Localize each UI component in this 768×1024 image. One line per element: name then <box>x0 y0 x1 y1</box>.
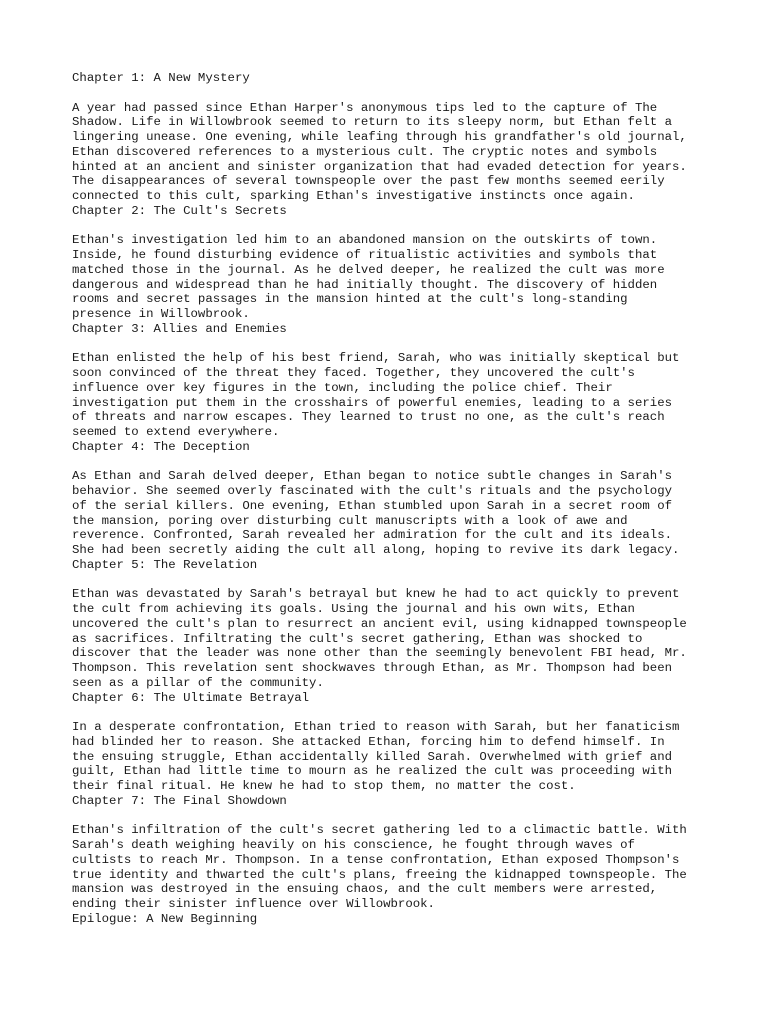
chapter-7-heading: Chapter 7: The Final Showdown <box>72 793 287 808</box>
text-line: Ethan enlisted the help of his best friend, Sarah, who was initially skeptical but <box>72 351 680 366</box>
text-line: of threats and narrow escapes. They learned to trust no one, as the cult's reach <box>72 410 665 425</box>
text-line: had blinded her to reason. She attacked Ethan, forcing him to defend himself. In <box>72 734 665 749</box>
text-line: influence over key figures in the town, including the police chief. Their <box>72 380 613 395</box>
text-line: of the serial killers. One evening, Ethan stumbled upon Sarah in a secret room of <box>72 498 673 513</box>
chapter-7-paragraph <box>72 823 712 912</box>
text-line: Sarah's death weighing heavily on his conscience, he fought through waves of <box>72 838 635 852</box>
text-line: discover that the leader was none other than the seemingly benevolent FBI head, Mr. <box>72 646 687 661</box>
chapter-6-paragraph <box>72 720 712 794</box>
text-line: their final ritual. He knew he had to stop them, no matter the cost. <box>72 779 576 793</box>
chapter-3-heading: Chapter 3: Allies and Enemies <box>72 321 287 336</box>
epilogue-heading: Epilogue: A New Beginning <box>72 911 258 926</box>
paragraph-gap <box>72 573 712 588</box>
chapter-1-paragraph <box>72 101 712 204</box>
chapter-1-heading: Chapter 1: A New Mystery <box>72 71 250 85</box>
text-line: the cult from achieving its goals. Using the journal and his own wits, Ethan <box>72 602 635 616</box>
text-line: the mansion, poring over disturbing cult manuscripts with a look of awe and <box>72 513 628 528</box>
chapter-4-heading: Chapter 4: The Deception <box>72 439 250 454</box>
text-line: As Ethan and Sarah delved deeper, Ethan began to notice subtle changes in Sarah's <box>72 469 673 484</box>
text-line: mansion was destroyed in the ensuing chaos, and the cult members were arrested, <box>72 882 658 897</box>
text-line: seemed to extend everywhere. <box>72 425 280 439</box>
text-line: In a desperate confrontation, Ethan tried to reason with Sarah, but her fanaticism <box>72 720 680 734</box>
text-line: A year had passed since Ethan Harper's anonymous tips led to the capture of The <box>72 100 658 115</box>
text-line: connected to this cult, sparking Ethan's investigative instincts once again. <box>72 189 635 203</box>
text-line: guilt, Ethan had little time to mourn as he realized the cult was proceeding with <box>72 764 673 779</box>
text-line: lingering unease. One evening, while leafing through his grandfather's old journal, <box>72 130 687 144</box>
text-line: Inside, he found disturbing evidence of ritualistic activities and symbols that <box>72 248 658 262</box>
chapter-6-heading: Chapter 6: The Ultimate Betrayal <box>72 690 310 705</box>
chapter-2-heading: Chapter 2: The Cult's Secrets <box>72 203 287 218</box>
text-line: The disappearances of several townspeople over the past few months seemed eerily <box>72 174 665 189</box>
chapter-2-paragraph <box>72 233 712 322</box>
text-line: behavior. She seemed overly fascinated with the cult's rituals and the psychology <box>72 484 673 498</box>
text-line: as sacrifices. Infiltrating the cult's secret gathering, Ethan was shocked to <box>72 631 643 646</box>
text-line: Ethan's investigation led him to an abandoned mansion on the outskirts of town. <box>72 233 658 248</box>
text-line: presence in Willowbrook. <box>72 307 250 321</box>
text-line: dangerous and widespread than he had initially thought. The discovery of hidden <box>72 277 658 292</box>
text-line: matched those in the journal. As he delved deeper, he realized the cult was more <box>72 262 665 277</box>
text-line: Thompson. This revelation sent shockwaves through Ethan, as Mr. Thompson had been <box>72 661 673 675</box>
text-line: soon convinced of the threat they faced. Together, they uncovered the cult's <box>72 366 635 380</box>
text-line: rooms and secret passages in the mansion hinted at the cult's long-standing <box>72 292 628 307</box>
paragraph-gap <box>72 809 712 824</box>
text-line: hinted at an ancient and sinister organization that had evaded detection for years. <box>72 159 687 174</box>
paragraph-gap <box>72 455 712 470</box>
text-line: uncovered the cult's plan to resurrect an ancient evil, using kidnapped townspeople <box>72 616 687 631</box>
chapter-5-heading: Chapter 5: The Revelation <box>72 557 258 572</box>
text-line: She had been secretly aiding the cult all along, hoping to revive its dark legacy. <box>72 543 680 557</box>
chapter-3-paragraph <box>72 351 712 440</box>
document-page <box>72 71 712 927</box>
text-line: ending their sinister influence over Willowbrook. <box>72 897 435 911</box>
text-line: reverence. Confronted, Sarah revealed her admiration for the cult and its ideals. <box>72 528 673 543</box>
text-line: Ethan's infiltration of the cult's secret gathering led to a climactic battle. With <box>72 823 687 838</box>
chapter-5-paragraph <box>72 587 712 690</box>
text-line: investigation put them in the crosshairs of powerful enemies, leading to a series <box>72 395 673 410</box>
text-line: true identity and thwarted the cult's plans, freeing the kidnapped townspeople. The <box>72 867 687 882</box>
paragraph-gap <box>72 219 712 234</box>
text-line: the ensuing struggle, Ethan accidentally killed Sarah. Overwhelmed with grief and <box>72 749 673 764</box>
text-line: cultists to reach Mr. Thompson. In a tense confrontation, Ethan exposed Thompson's <box>72 852 680 867</box>
text-line: seen as a pillar of the community. <box>72 675 324 690</box>
paragraph-gap <box>72 705 712 720</box>
paragraph-gap <box>72 337 712 352</box>
text-line: Shadow. Life in Willowbrook seemed to return to its sleepy norm, but Ethan felt a <box>72 115 673 130</box>
chapter-4-paragraph <box>72 469 712 558</box>
text-line: Ethan discovered references to a mysterious cult. The cryptic notes and symbols <box>72 144 658 159</box>
text-line: Ethan was devastated by Sarah's betrayal but knew he had to act quickly to prevent <box>72 587 680 602</box>
